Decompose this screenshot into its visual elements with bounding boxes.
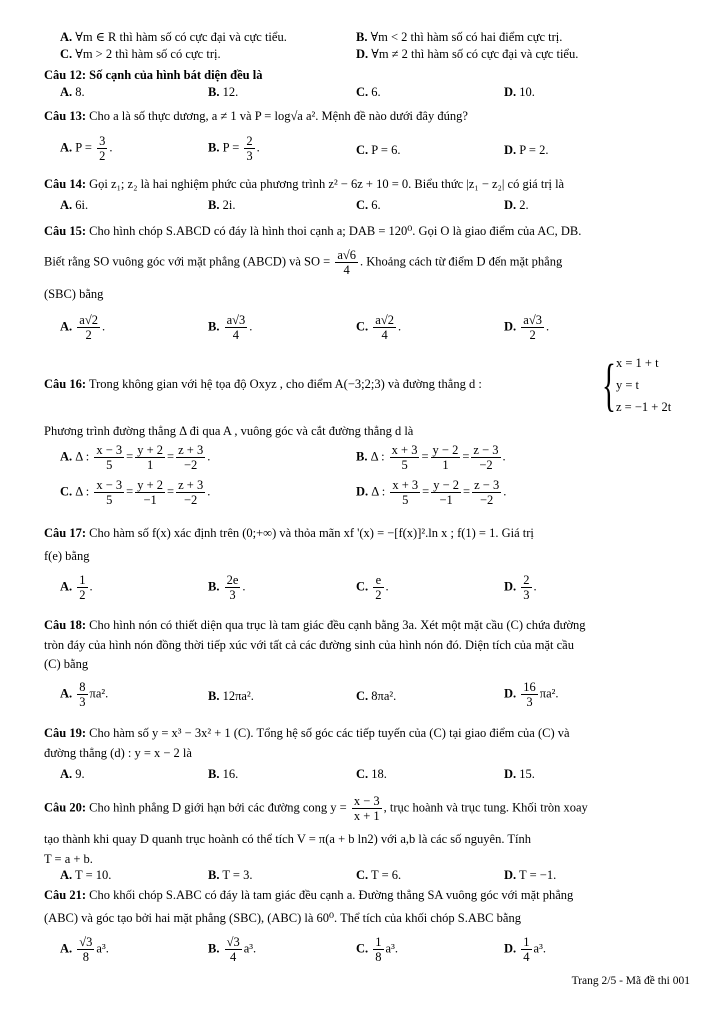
q16-option-d: D. Δ : $\frac{x + 3}{5}$ = $\frac{y - 2}{-1}$ = $\frac{z - 3}{-2}$ . (356, 478, 507, 507)
q15-a-num: a√2 (79, 313, 98, 327)
q17-b-label: B. (208, 579, 220, 594)
q13-a-num: 3 (99, 134, 106, 148)
q15-a-label: A. (60, 319, 73, 334)
q16-line2: Phương trình đường thẳng Δ đi qua A , vuông góc và cắt đường thẳng d là (44, 424, 414, 438)
q16-c-f1-num: x − 3 (96, 478, 123, 492)
q17-c-label: C. (356, 579, 369, 594)
q13-a-den: 2 (99, 149, 106, 163)
q18-option-a (60, 680, 108, 709)
q21-c-num: 1 (375, 935, 382, 949)
q15-line2-a: Biết rằng SO vuông góc với mặt phẳng (ABCD) và SO = (44, 254, 331, 269)
q16-b-f3-num: z − 3 (473, 443, 499, 457)
q12-option-b: B. 12. (208, 85, 239, 99)
q15-line2-b: . Khoảng cách từ điểm D đến mặt phẳng (360, 254, 563, 269)
q17-option-d: D. $\frac{2}{3}$ . (504, 573, 537, 602)
q19-option-b: B. 16. (208, 767, 239, 781)
q15-c-den: 4 (381, 328, 388, 342)
q21-line1: Câu 21: Cho khối chóp S.ABC có đáy là tam giác đều cạnh a. Đường thẳng SA vuông góc với mặt phẳng (44, 888, 574, 902)
q21-d-frac (521, 935, 531, 964)
q21-d-den: 4 (523, 950, 530, 964)
q15-option-a: A. $\frac{a√2}{2}$ . (60, 313, 106, 342)
q18-d-num: 16 (523, 680, 536, 694)
q14-option-c: C. 6. (356, 198, 381, 212)
q20-line1-b: , trục hoành và trục tung. Khối tròn xoay (383, 800, 588, 815)
q20-option-b: B. T = 3. (208, 868, 253, 882)
q20-line2: tạo thành khi quay D quanh trục hoành có thể tích V = π(a + b ln2) với a,b là các số nguyên. Tính (44, 832, 531, 846)
q16-a-f2-num: y + 2 (137, 443, 164, 457)
q16-b-f1 (390, 443, 420, 472)
q20-option-c: C. T = 6. (356, 868, 402, 882)
q16-c-f2-den: −1 (143, 493, 157, 507)
q16-a-f1-den: 5 (106, 458, 113, 472)
q17-c-frac (373, 573, 383, 602)
q20-y-num: x − 3 (353, 794, 380, 808)
q21-a-label: A. (60, 941, 73, 956)
q18-option-d (504, 680, 559, 709)
q17-line1: Câu 17: Cho hàm số f(x) xác định trên (0;+∞) và thỏa mãn xf '(x) = −[f(x)]².ln x ; f(1) = 1. Giá trị (44, 526, 534, 540)
q21-b-label: B. (208, 941, 220, 956)
q21-a-frac (77, 935, 94, 964)
q15-b-num: a√3 (226, 313, 246, 327)
q18-a-frac (77, 680, 87, 709)
q21-a-tail: a³. (96, 941, 109, 956)
q16-b-f2-num: y − 2 (432, 443, 459, 457)
q11-option-b: B. ∀m < 2 thì hàm số có hai điểm cực trị. (356, 30, 563, 44)
q18-a-num: 8 (79, 680, 86, 694)
q15-a-den: 2 (85, 328, 92, 342)
q17-c-num: e (373, 573, 383, 588)
page-footer: Trang 2/5 - Mã đề thi 001 (571, 975, 690, 987)
q13-b-label: B. (208, 140, 220, 155)
q15-d-frac (521, 313, 544, 342)
q21-d-label: D. (504, 941, 517, 956)
q15-c-label: C. (356, 319, 369, 334)
q21-c-label: C. (356, 941, 369, 956)
q14-option-a: A. 6i. (60, 198, 89, 212)
q21-option-a (60, 935, 109, 964)
q18-line1: Câu 18: Cho hình nón có thiết diện qua trục là tam giác đều cạnh bằng 3a. Xét một mặt cầu (C) chứa đường (44, 618, 586, 632)
q21-c-tail: a³. (385, 941, 398, 956)
q21-option-b (208, 935, 256, 964)
q20-option-a: A. T = 10. (60, 868, 112, 882)
q17-a-frac (77, 573, 87, 602)
q13-b-den: 3 (246, 149, 253, 163)
q21-option-c (356, 935, 398, 964)
q17-d-label: D. (504, 579, 517, 594)
q20-line3: T = a + b. (44, 852, 93, 866)
q13-b-val: P = (222, 140, 240, 155)
q15-c-num: a√2 (375, 313, 394, 327)
q21-a-den: 8 (82, 950, 89, 964)
q16-sys-x: x = 1 + t (616, 356, 659, 370)
q15-b-label: B. (208, 319, 220, 334)
q17-a-den: 2 (79, 588, 86, 602)
q16-option-c: C. Δ : $\frac{x - 3}{5}$ = $\frac{y + 2}{-1}$ = $\frac{z + 3}{-2}$ . (60, 478, 211, 507)
q13-b-num: 2 (246, 134, 253, 148)
q20-line1-a: Câu 20: Cho hình phẳng D giới hạn bởi các đường cong y = (44, 800, 347, 815)
q21-b-frac (225, 935, 242, 964)
q16-a-f2 (135, 443, 165, 472)
q17-a-num: 1 (79, 573, 86, 587)
q16-d-f1 (390, 478, 420, 507)
q16-d-f2 (431, 478, 461, 507)
q15-c-frac (373, 313, 396, 342)
q12-option-a: A. 8. (60, 85, 85, 99)
q16-d-f1-den: 5 (402, 493, 409, 507)
q15-d-num: a√3 (523, 313, 542, 327)
q16-a-label: A. Δ : (60, 449, 90, 464)
q21-line2: (ABC) và góc tạo bởi hai mặt phẳng (SBC), (ABC) là 60⁰. Thể tích của khối chóp S.ABC bằng (44, 911, 521, 925)
q14-option-b: B. 2i. (208, 198, 236, 212)
q16-d-label: D. Δ : (356, 484, 386, 499)
q16-sys-y: y = t (616, 378, 640, 392)
q16-b-f1-num: x + 3 (391, 443, 418, 457)
q13-a-val: P = (75, 140, 92, 155)
q12-option-d: D. 10. (504, 85, 535, 99)
q15-line3: (SBC) bằng (44, 287, 104, 301)
q20-y-den: x + 1 (353, 809, 380, 823)
q19-option-c: C. 18. (356, 767, 387, 781)
q13-stem: Câu 13: Cho a là số thực dương, a ≠ 1 và P = log√a a². Mệnh đề nào dưới đây đúng? (44, 109, 468, 123)
q16-a-f3-num: z + 3 (178, 443, 204, 457)
q13-option-b: B. P = $\frac{2}{3}$ . (208, 134, 260, 163)
q16-b-f2 (431, 443, 461, 472)
q15-line1: Câu 15: Cho hình chóp S.ABCD có đáy là hình thoi cạnh a; DAB = 120⁰. Gọi O là giao điểm của AC, DB. (44, 224, 582, 238)
q13-a-frac (97, 134, 107, 163)
q15-d-label: D. (504, 319, 517, 334)
q15-b-den: 4 (232, 328, 240, 342)
q17-a-label: A. (60, 579, 73, 594)
q16-d-f3 (472, 478, 501, 507)
q17-c-den: 2 (375, 588, 382, 602)
q20-option-d: D. T = −1. (504, 868, 557, 882)
q16-c-f3 (176, 478, 205, 507)
q19-option-d: D. 15. (504, 767, 535, 781)
q15-a-frac (77, 313, 100, 342)
q16-c-f3-den: −2 (184, 493, 198, 507)
q16-a-f3 (176, 443, 205, 472)
q13-option-d: D. P = 2. (504, 143, 549, 157)
q15-option-d: D. $\frac{a√3}{2}$ . (504, 313, 550, 342)
q14-option-d: D. 2. (504, 198, 529, 212)
q16-option-a: A. Δ : $\frac{x - 3}{5}$ = $\frac{y + 2}{1}$ = $\frac{z + 3}{-2}$ . (60, 443, 211, 472)
q18-d-label: D. (504, 686, 517, 701)
q21-a-num: √3 (79, 935, 93, 949)
q11-option-a: A. ∀m ∈ R thì hàm số có cực đại và cực tiểu. (60, 30, 287, 44)
q16-b-f3 (471, 443, 500, 472)
q11-option-c: C. ∀m > 2 thì hàm số có cực trị. (60, 47, 221, 61)
q15-line2 (44, 248, 562, 277)
q18-a-tail: πa². (89, 686, 109, 701)
q19-line1: Câu 19: Cho hàm số y = x³ − 3x² + 1 (C). Tổng hệ số góc các tiếp tuyến của (C) tại giao điểm của (C) và (44, 726, 570, 740)
q15-b-frac (225, 313, 248, 342)
q13-option-c: C. P = 6. (356, 143, 401, 157)
q16-c-label: C. Δ : (60, 484, 90, 499)
q18-d-den: 3 (526, 695, 533, 709)
q18-d-tail: πa². (539, 686, 559, 701)
q21-c-den: 8 (375, 950, 382, 964)
q17-line2: f(e) bằng (44, 549, 90, 563)
q21-b-num: √3 (226, 935, 240, 949)
q15-so-den: 4 (343, 263, 350, 277)
q15-option-b: B. $\frac{a√3}{4}$ . (208, 313, 253, 342)
q21-b-tail: a³. (243, 941, 257, 956)
q20-line1 (44, 794, 588, 823)
q17-b-den: 3 (229, 588, 236, 602)
q20-y-frac (352, 794, 382, 823)
q17-d-den: 3 (523, 588, 530, 602)
q18-d-frac (521, 680, 538, 709)
q13-option-a: A. P = $\frac{3}{2}$ . (60, 134, 113, 163)
q15-d-den: 2 (529, 328, 536, 342)
q17-d-num: 2 (523, 573, 530, 587)
q16-b-f2-den: 1 (442, 458, 449, 472)
q18-a-den: 3 (79, 695, 86, 709)
q21-b-den: 4 (230, 950, 237, 964)
q18-a-label: A. (60, 686, 73, 701)
q17-option-c: C. $\frac{e}{2}$ . (356, 573, 389, 602)
q16-c-f1 (94, 478, 124, 507)
q16-d-f3-num: z − 3 (474, 478, 500, 492)
q16-b-f3-den: −2 (479, 458, 493, 472)
q16-option-b: B. Δ : $\frac{x + 3}{5}$ = $\frac{y - 2}{1}$ = $\frac{z - 3}{-2}$ . (356, 443, 506, 472)
q17-option-a: A. $\frac{1}{2}$ . (60, 573, 93, 602)
q21-d-tail: a³. (533, 941, 546, 956)
q19-line2: đường thẳng (d) : y = x − 2 là (44, 746, 192, 760)
q21-d-num: 1 (523, 935, 530, 949)
q16-c-f1-den: 5 (106, 493, 113, 507)
q16-stem: Câu 16: Trong không gian với hệ tọa độ Oxyz , cho điểm A(−3;2;3) và đường thẳng d : (44, 377, 482, 391)
q16-a-f1-num: x − 3 (96, 443, 123, 457)
q16-sys-z: z = −1 + 2t (616, 400, 672, 414)
q13-b-frac (244, 134, 254, 163)
q16-d-f1-num: x + 3 (392, 478, 419, 492)
q17-option-b: B. $\frac{2e}{3}$ . (208, 573, 246, 602)
q13-a-label: A. (60, 140, 73, 155)
q16-d-f3-den: −2 (480, 493, 494, 507)
q17-d-frac (521, 573, 531, 602)
q12-option-c: C. 6. (356, 85, 381, 99)
q16-d-f2-den: −1 (439, 493, 453, 507)
q12-stem: Câu 12: Số cạnh của hình bát diện đều là (44, 68, 263, 82)
q18-option-b: B. 12πa². (208, 689, 254, 703)
q21-option-d (504, 935, 546, 964)
q17-b-frac (225, 573, 241, 602)
q15-so-num: a√6 (337, 248, 356, 262)
q11-option-d: D. ∀m ≠ 2 thì hàm số có cực đại và cực tiểu. (356, 47, 579, 61)
q16-a-f3-den: −2 (184, 458, 198, 472)
q16-system-brace: { (602, 352, 616, 417)
q19-option-a: A. 9. (60, 767, 85, 781)
q18-option-c: C. 8πa². (356, 689, 397, 703)
q18-line2: tròn đáy của hình nón đồng thời tiếp xúc với tất cả các đường sinh của hình nón đó. Diện tích của mặt cầu (44, 638, 574, 652)
q16-a-f1 (94, 443, 124, 472)
q14-stem: Câu 14: Gọi z₁; z₂ là hai nghiệm phức của phương trình z² − 6z + 10 = 0. Biểu thức |z₁ − z₂| có giá trị là (44, 177, 565, 191)
q16-c-f2 (135, 478, 165, 507)
q18-line3: (C) bằng (44, 657, 89, 671)
q15-option-c: C. $\frac{a√2}{4}$ . (356, 313, 402, 342)
q16-b-f1-den: 5 (401, 458, 408, 472)
q16-b-label: B. Δ : (356, 449, 385, 464)
q17-b-num: 2e (226, 573, 239, 587)
q16-c-f3-num: z + 3 (178, 478, 204, 492)
q21-c-frac (373, 935, 383, 964)
q16-c-f2-num: y + 2 (137, 478, 164, 492)
q16-d-f2-num: y − 2 (433, 478, 460, 492)
q15-so-frac (335, 248, 358, 277)
q16-a-f2-den: 1 (147, 458, 154, 472)
